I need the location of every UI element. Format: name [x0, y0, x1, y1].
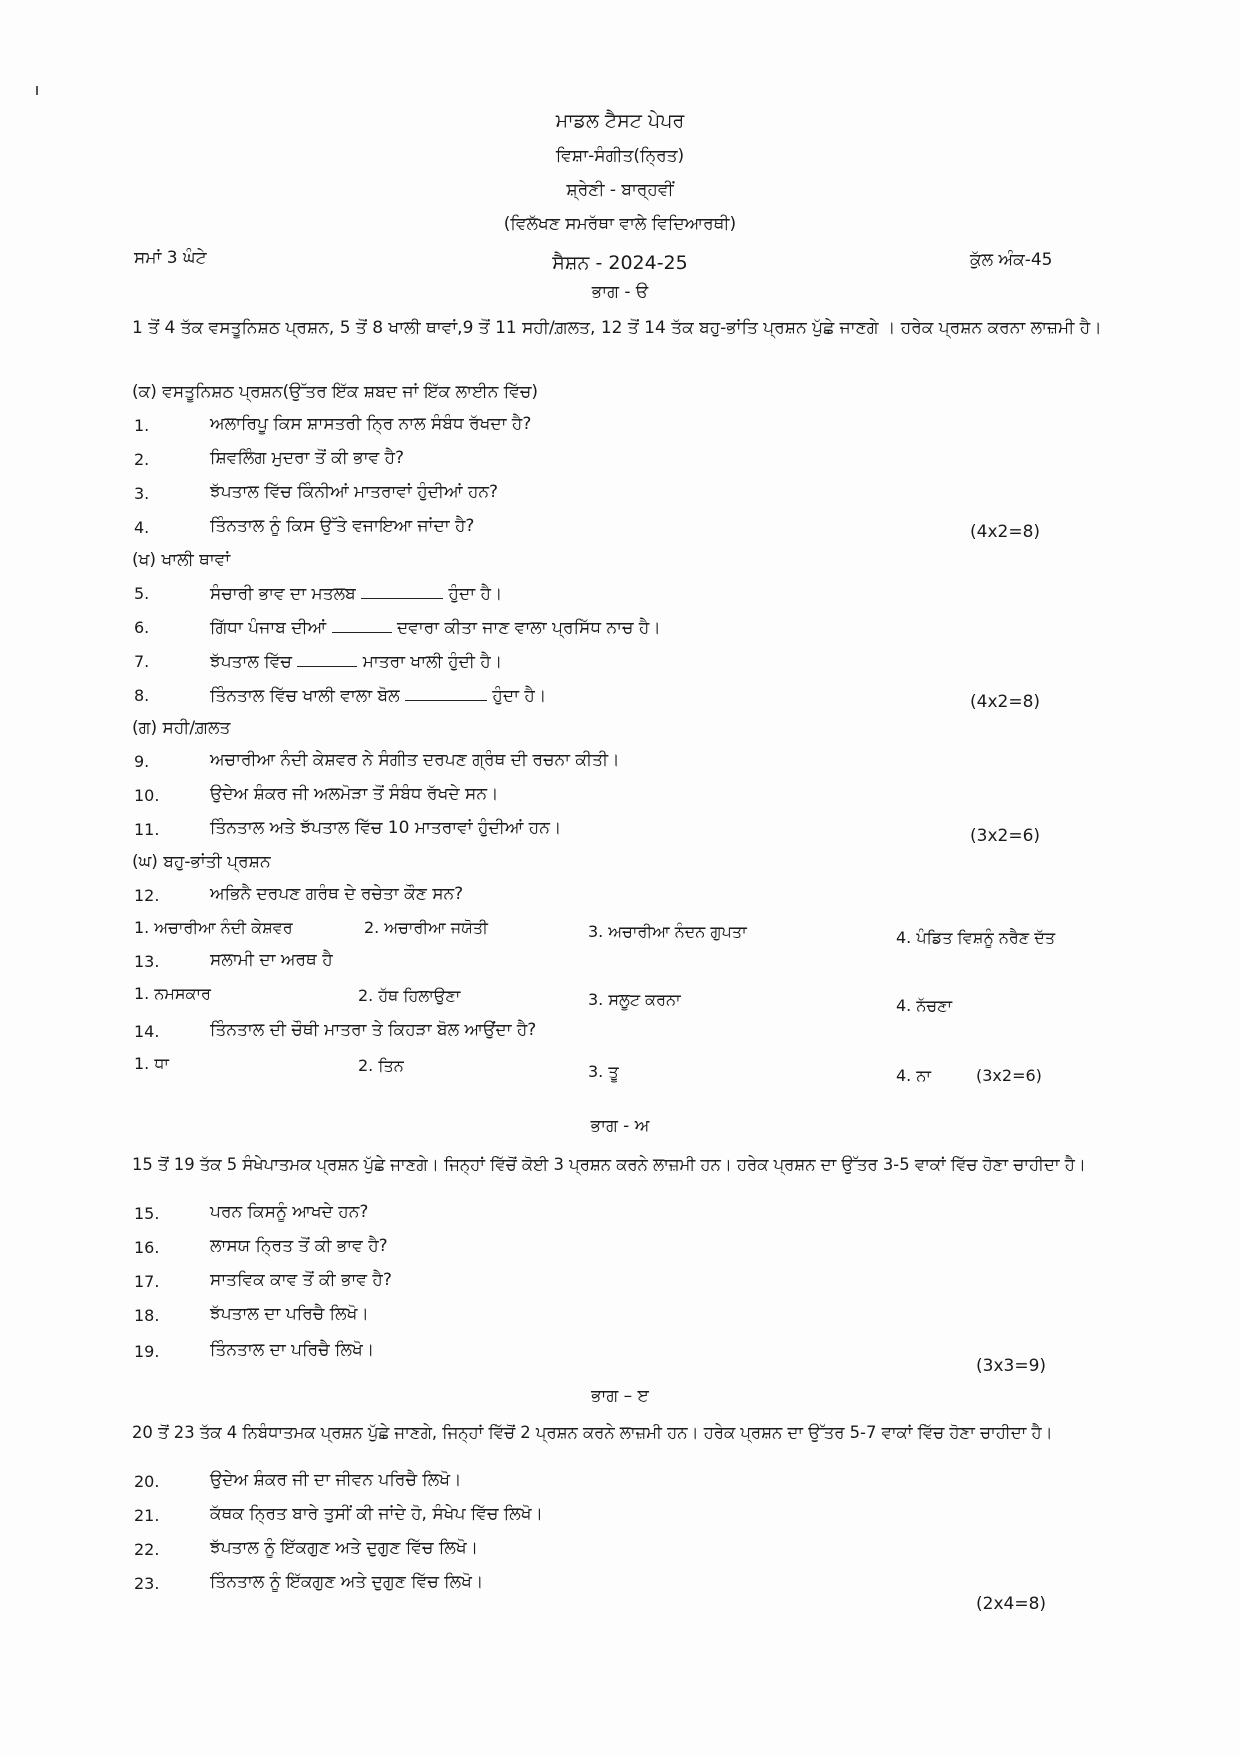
section-kha-heading: (ਖ) ਖਾਲੀ ਥਾਵਾਂ: [132, 550, 231, 570]
question-number: 19.: [134, 1342, 160, 1361]
session-line: ਸੈਸ਼ਨ - 2024-25: [552, 252, 688, 274]
question-16: ਲਾਸਯ ਨ੍ਰਿਤ ਤੋਂ ਕੀ ਭਾਵ ਹੈ?: [210, 1236, 388, 1256]
answer-blank: [405, 684, 487, 701]
marks-part-c: (2x4=8): [976, 1594, 1047, 1614]
question-7-end: ਮਾਤਰਾ ਖਾਲੀ ਹੁੰਦੀ ਹੈ।: [362, 652, 503, 672]
part-a-heading: ਭਾਗ - ੳ: [591, 282, 649, 302]
subject-line: ਵਿਸ਼ਾ-ਸੰਗੀਤ(ਨ੍ਰਿਤ): [555, 146, 685, 166]
category-line: (ਵਿਲੱਖਣ ਸਮਰੱਥਾ ਵਾਲੇ ਵਿਦਿਆਰਥੀ): [503, 214, 737, 234]
question-15: ਪਰਨ ਕਿਸਨੂੰ ਆਖਦੇ ਹਨ?: [210, 1202, 369, 1222]
question-8-start: ਤਿੰਨਤਾਲ ਵਿੱਚ ਖਾਲੀ ਵਾਲਾ ਬੋਲ: [210, 686, 400, 706]
answer-blank: [297, 650, 357, 667]
time-allowed: ਸਮਾਂ 3 ਘੰਟੇ: [134, 248, 207, 268]
question-number: 4.: [134, 518, 150, 537]
question-8: [210, 684, 546, 706]
question-number: 22.: [134, 1540, 160, 1559]
question-20: ਉਦੇਅ ਸ਼ੰਕਰ ਜੀ ਦਾ ਜੀਵਨ ਪਰਿਚੈ ਲਿਖੋ।: [210, 1470, 462, 1490]
question-2: ਸ਼ਿਵਲਿੰਗ ਮੁਦਰਾ ਤੋਂ ਕੀ ਭਾਵ ਹੈ?: [210, 448, 405, 468]
question-5-end: ਹੁੰਦਾ ਹੈ।: [448, 584, 503, 604]
option-1: 1. ਨਮਸਕਾਰ: [134, 984, 211, 1003]
question-5: [210, 582, 502, 604]
question-11: ਤਿੰਨਤਾਲ ਅਤੇ ਝੱਪਤਾਲ ਵਿੱਚ 10 ਮਾਤਰਾਵਾਂ ਹੁੰਦੀਆਂ ਹਨ।: [210, 818, 562, 838]
question-18: ਝੱਪਤਾਲ ਦਾ ਪਰਿਚੈ ਲਿਖੋ।: [210, 1304, 369, 1324]
option-2: 2. ਹੱਥ ਹਿਲਾਉਣਾ: [358, 986, 461, 1005]
question-number: 17.: [134, 1272, 160, 1291]
section-ga-heading: (ਗ) ਸਹੀ/ਗ਼ਲਤ: [132, 718, 231, 738]
question-number: 11.: [134, 820, 160, 839]
option-3: 3. ਸਲੂਟ ਕਰਨਾ: [588, 990, 681, 1009]
option-2: 2. ਅਚਾਰੀਆ ਜਯੋਤੀ: [364, 918, 488, 937]
question-number: 6.: [134, 618, 150, 637]
option-4: 4. ਨੱਚਣਾ: [896, 996, 953, 1015]
question-7: [210, 650, 502, 672]
marks-section-ka: (4x2=8): [970, 522, 1041, 542]
question-6: [210, 616, 661, 638]
marks-section-ga: (3x2=6): [970, 826, 1041, 846]
question-number: 1.: [134, 416, 150, 435]
question-10: ਉਦੇਅ ਸ਼ੰਕਰ ਜੀ ਅਲਮੋੜਾ ਤੋਂ ਸੰਬੰਧ ਰੱਖਦੇ ਸਨ।: [210, 784, 499, 804]
part-c-instructions: 20 ਤੋਂ 23 ਤੱਕ 4 ਨਿਬੰਧਾਤਮਕ ਪ੍ਰਸ਼ਨ ਪੁੱਛੇ ਜਾਣਗੇ, ਜਿਨ੍ਹਾਂ ਵਿੱਚੋਂ 2 ਪ੍ਰਸ਼ਨ ਕਰਨੇ ਲਾਜ਼ਮੀ ਹਨ। ਹਰੇਕ ਪ੍ਰਸ਼ਨ ਦਾ ਉੱਤਰ 5-7 ਵਾਕਾਂ ਵਿੱਚ ਹੋਣਾ ਚਾਹੀਦਾ ਹੈ।: [132, 1423, 1053, 1442]
question-1: ਅਲਾਰਿਪੂ ਕਿਸ ਸ਼ਾਸਤਰੀ ਨ੍ਰਿ ਨਾਲ ਸੰਬੰਧ ਰੱਖਦਾ ਹੈ?: [210, 414, 532, 434]
option-1: 1. ਧਾ: [134, 1054, 170, 1073]
question-14: ਤਿੰਨਤਾਲ ਦੀ ਚੌਥੀ ਮਾਤਰਾ ਤੇ ਕਿਹੜਾ ਬੋਲ ਆਉਂਦਾ ਹੈ?: [210, 1020, 537, 1040]
scan-mark: [36, 86, 38, 95]
question-number: 23.: [134, 1574, 160, 1593]
question-number: 20.: [134, 1472, 160, 1491]
paper-title: ਮਾਡਲ ਟੈਸਟ ਪੇਪਰ: [555, 110, 685, 132]
marks-section-kha: (4x2=8): [970, 692, 1041, 712]
class-line: ਸ਼੍ਰੇਣੀ - ਬਾਰ੍ਹਵੀਂ: [566, 180, 674, 200]
part-c-heading: ਭਾਗ – ੲ: [591, 1386, 649, 1406]
part-a-instructions: 1 ਤੋਂ 4 ਤੱਕ ਵਸਤੂਨਿਸ਼ਠ ਪ੍ਰਸ਼ਨ, 5 ਤੋਂ 8 ਖਾਲੀ ਥਾਵਾਂ,9 ਤੋਂ 11 ਸਹੀ/ਗ਼ਲਤ, 12 ਤੋਂ 14 ਤੱਕ ਬਹੁ-ਭਾਂਤਿ ਪ੍ਰਸ਼ਨ ਪੁੱਛੇ ਜਾਣਗੇ । ਹਰੇਕ ਪ੍ਰਸ਼ਨ ਕਰਨਾ ਲਾਜ਼ਮੀ ਹੈ।: [132, 318, 1102, 338]
part-b-heading: ਭਾਗ - ਅ: [590, 1116, 650, 1136]
option-4: 4. ਨਾ: [896, 1066, 931, 1085]
answer-blank: [332, 616, 392, 633]
question-5-start: ਸੰਚਾਰੀ ਭਾਵ ਦਾ ਮਤਲਬ: [210, 584, 356, 604]
question-number: 3.: [134, 484, 150, 503]
question-number: 10.: [134, 786, 160, 805]
question-number: 9.: [134, 752, 150, 771]
question-number: 15.: [134, 1204, 160, 1223]
answer-blank: [361, 582, 443, 599]
question-3: ਝੱਪਤਾਲ ਵਿੱਚ ਕਿੰਨੀਆਂ ਮਾਤਰਾਵਾਂ ਹੁੰਦੀਆਂ ਹਨ?: [210, 482, 499, 502]
question-number: 16.: [134, 1238, 160, 1257]
question-number: 8.: [134, 686, 150, 705]
option-4: 4. ਪੰਡਿਤ ਵਿਸ਼ਨੂੰ ਨਰੈਣ ਦੱਤ: [896, 928, 1056, 947]
marks-section-gha: (3x2=6): [976, 1066, 1042, 1085]
question-number: 12.: [134, 886, 160, 905]
question-17: ਸਾਤਵਿਕ ਕਾਵ ਤੋਂ ਕੀ ਭਾਵ ਹੈ?: [210, 1270, 392, 1290]
question-number: 18.: [134, 1306, 160, 1325]
section-ka-heading: (ਕ) ਵਸਤੂਨਿਸ਼ਠ ਪ੍ਰਸ਼ਨ(ਉੱਤਰ ਇੱਕ ਸ਼ਬਦ ਜਾਂ ਇੱਕ ਲਾਈਨ ਵਿੱਚ): [132, 382, 538, 402]
question-number: 21.: [134, 1506, 160, 1525]
question-9: ਅਚਾਰੀਆ ਨੰਦੀ ਕੇਸ਼ਵਰ ਨੇ ਸੰਗੀਤ ਦਰਪਣ ਗ੍ਰੰਥ ਦੀ ਰਚਨਾ ਕੀਤੀ।: [210, 750, 620, 770]
option-3: 3. ਤੂ: [588, 1062, 619, 1081]
question-6-start: ਗਿੱਧਾ ਪੰਜਾਬ ਦੀਆਂ: [210, 618, 327, 638]
question-number: 5.: [134, 584, 150, 603]
option-3: 3. ਅਚਾਰੀਆ ਨੰਦਨ ਗੁਪਤਾ: [588, 922, 747, 941]
question-8-end: ਹੁੰਦਾ ਹੈ।: [492, 686, 547, 706]
option-1: 1. ਅਚਾਰੀਆ ਨੰਦੀ ਕੇਸ਼ਵਰ: [134, 918, 293, 937]
question-19: ਤਿੰਨਤਾਲ ਦਾ ਪਰਿਚੈ ਲਿਖੋ।: [210, 1340, 375, 1360]
marks-part-b: (3x3=9): [976, 1356, 1047, 1376]
question-22: ਝੱਪਤਾਲ ਨੂੰ ਇੱਕਗੁਣ ਅਤੇ ਦੁਗੁਣ ਵਿੱਚ ਲਿਖੋ।: [210, 1538, 479, 1558]
question-7-start: ਝੱਪਤਾਲ ਵਿੱਚ: [210, 652, 292, 672]
option-2: 2. ਤਿਨ: [358, 1056, 404, 1075]
question-21: ਕੱਥਕ ਨ੍ਰਿਤ ਬਾਰੇ ਤੁਸੀਂ ਕੀ ਜਾਂਦੇ ਹੋ, ਸੰਖੇਪ ਵਿੱਚ ਲਿਖੋ।: [210, 1504, 544, 1524]
section-gha-heading: (ਘ) ਬਹੁ-ਭਾਂਤੀ ਪ੍ਰਸ਼ਨ: [132, 852, 271, 872]
question-13: ਸਲਾਮੀ ਦਾ ਅਰਥ ਹੈ: [210, 950, 333, 970]
part-b-instructions: 15 ਤੋਂ 19 ਤੱਕ 5 ਸੰਖੇਪਾਤਮਕ ਪ੍ਰਸ਼ਨ ਪੁੱਛੇ ਜਾਣਗੇ। ਜਿਨ੍ਹਾਂ ਵਿੱਚੋਂ ਕੋਈ 3 ਪ੍ਰਸ਼ਨ ਕਰਨੇ ਲਾਜ਼ਮੀ ਹਨ। ਹਰੇਕ ਪ੍ਰਸ਼ਨ ਦਾ ਉੱਤਰ 3-5 ਵਾਕਾਂ ਵਿੱਚ ਹੋਣਾ ਚਾਹੀਦਾ ਹੈ।: [132, 1155, 1086, 1174]
total-marks: ਕੁੱਲ ਅੰਕ-45: [970, 250, 1053, 270]
question-number: 7.: [134, 652, 150, 671]
question-6-end: ਦਵਾਰਾ ਕੀਤਾ ਜਾਣ ਵਾਲਾ ਪ੍ਰਸਿੱਧ ਨਾਚ ਹੈ।: [396, 618, 661, 638]
question-number: 13.: [134, 952, 160, 971]
question-23: ਤਿੰਨਤਾਲ ਨੂੰ ਇੱਕਗੁਣ ਅਤੇ ਦੁਗੁਣ ਵਿੱਚ ਲਿਖੋ।: [210, 1572, 484, 1592]
question-number: 2.: [134, 450, 150, 469]
question-4: ਤਿੰਨਤਾਲ ਨੂੰ ਕਿਸ ਉੱਤੇ ਵਜਾਇਆ ਜਾਂਦਾ ਹੈ?: [210, 516, 475, 536]
question-number: 14.: [134, 1022, 160, 1041]
question-12: ਅਭਿਨੈ ਦਰਪਣ ਗਰੰਥ ਦੇ ਰਚੇਤਾ ਕੌਣ ਸਨ?: [210, 884, 464, 904]
